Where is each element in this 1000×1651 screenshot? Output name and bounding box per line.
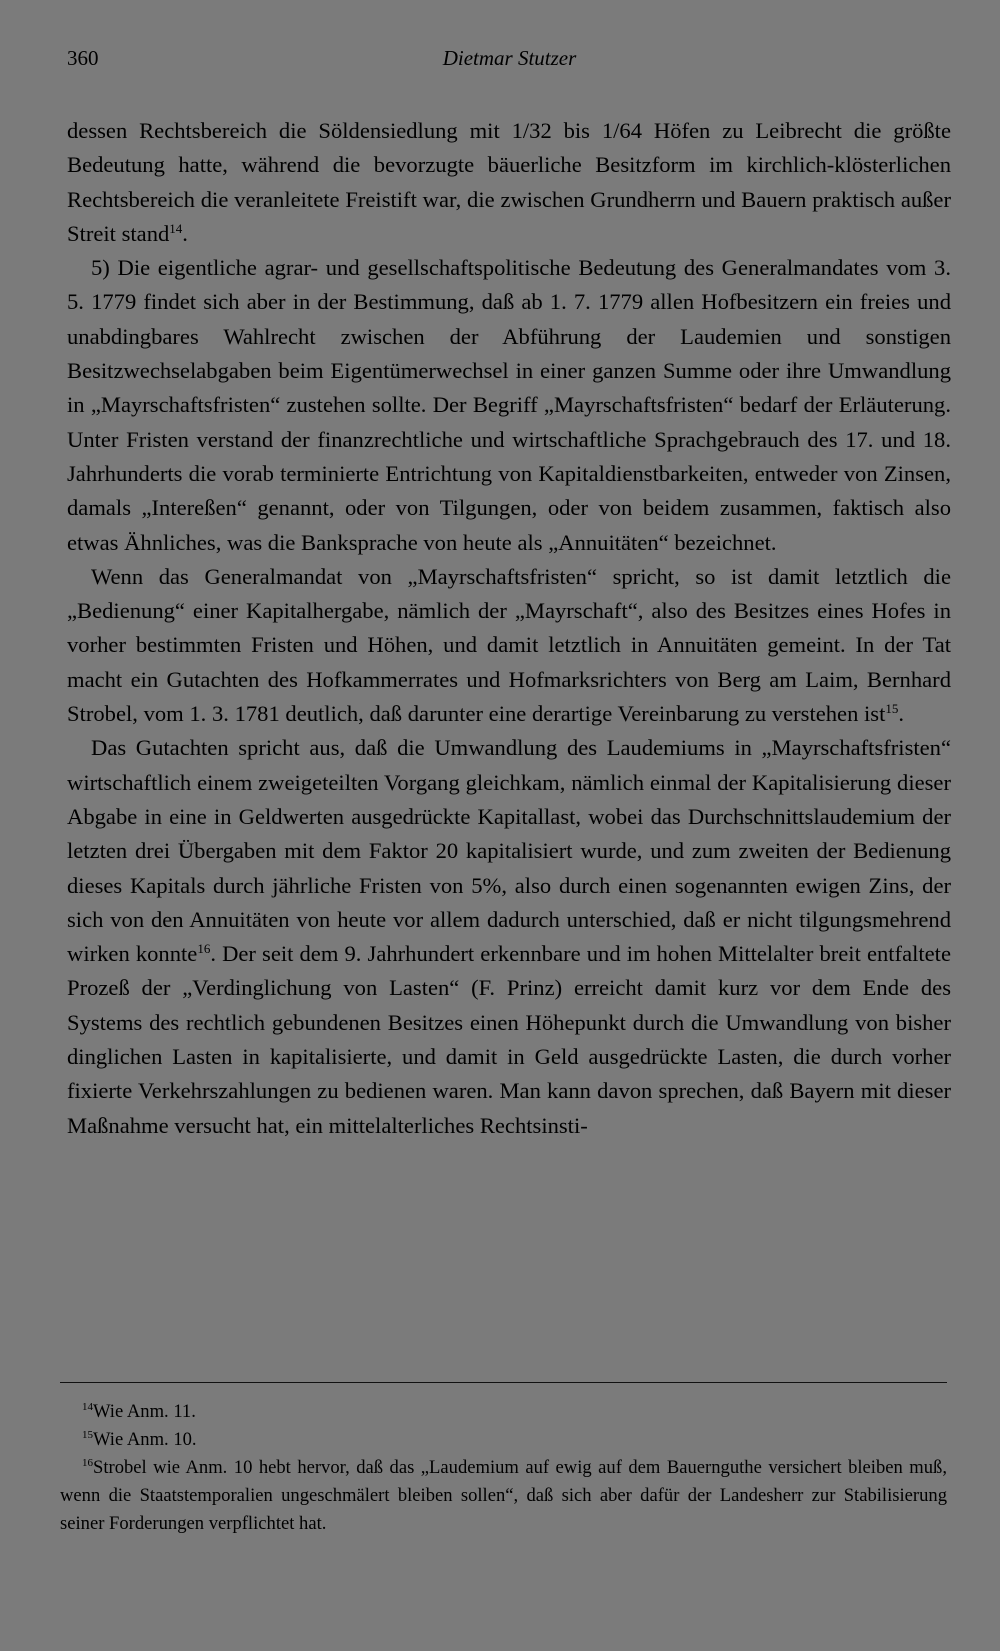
paragraph-1-text: dessen Rechtsbereich die Söldensiedlung mit 1/32 bis 1/64 Höfen zu Leibrecht die größte Bedeutung hatte, während die bevorzugte bäuerliche Besitzform im kirchlich-klösterlichen Rechtsbereich die veranleitete Freistift war, die zwischen Grundherrn und Bauern praktisch außer Streit stand bbox=[67, 118, 951, 246]
footnote-number: 16 bbox=[82, 1457, 93, 1469]
footnote-number: 14 bbox=[82, 1401, 93, 1413]
footnote-text: Wie Anm. 10. bbox=[93, 1429, 197, 1450]
body-text bbox=[67, 114, 951, 1143]
paragraph-3-text: Wenn das Generalmandat von „Mayrschaftsfristen“ spricht, so ist damit letztlich die „Bedienung“ einer Kapitalhergabe, nämlich der „Mayrschaft“, also des Besitzes eines Hofes in vorher bestimmten Fristen und Höhen, und damit letztlich in Annuitäten gemeint. In der Tat macht ein Gutachten des Hofkammerrates und Hofmarksrichters von Berg am Laim, Bernhard Strobel, vom 1. 3. 1781 deutlich, daß darunter eine derartige Vereinbarung zu verstehen ist bbox=[67, 563, 951, 727]
footnote-ref-16: 16 bbox=[197, 941, 211, 957]
paragraph-4-text-a: Das Gutachten spricht aus, daß die Umwandlung des Laudemiums in „Mayrschaftsfristen“ wirtschaftlich einem zweigeteilten Vorgang gleichkam, nämlich einmal der Kapitalisierung dieser Abgabe in eine in Geldwerten ausgedrückte Kapitallast, wobei das Durchschnittslaudemium der letzten drei Übergaben mit dem Faktor 20 kapitalisiert wurde, und zum zweiten der Bedienung dieses Kapitals durch jährliche Fristen von 5%, also durch einen sogenannten ewigen Zins, der sich von den Annuitäten von heute vor allem dadurch unterschied, daß er nicht tilgungsmehrend wirken konnte bbox=[67, 735, 951, 967]
paragraph-2: 5) Die eigentliche agrar- und gesellschaftspolitische Bedeutung des Generalmandates vom 3. 5. 1779 findet sich aber in der Bestimmung, daß ab 1. 7. 1779 allen Hofbesitzern ein freies und unabdingbares Wahlrecht zwischen der Abführung der Laudemien und sonstigen Besitzwechselabgaben beim Eigentümerwechsel in einer ganzen Summe oder ihre Umwandlung in „Mayrschaftsfristen“ zustehen sollte. Der Begriff „Mayrschaftsfristen“ bedarf der Erläuterung. Unter Fristen verstand der finanzrechtliche und wirtschaftliche Sprachgebrauch des 17. und 18. Jahrhunderts die vorab terminierte Entrichtung von Kapitaldienstbarkeiten, entweder von Zinsen, damals „Intereßen“ genannt, oder von Tilgungen, oder von beidem zusammen, faktisch also etwas Ähnliches, was die Banksprache von heute als „Annuitäten“ bezeichnet. bbox=[67, 255, 951, 555]
footnote-ref-15: 15 bbox=[885, 701, 899, 717]
footnote-text: Strobel wie Anm. 10 hebt hervor, daß das „Laudemium auf ewig auf dem Bauernguthe versichert bleiben muß, wenn die Staatstemporalien ungeschmälert bleiben sollen“, daß sich aber dafür der Landesherr zur Stabilisierung seiner Forderungen verpflichtet hat. bbox=[60, 1457, 947, 1534]
paragraph-3 bbox=[67, 560, 951, 731]
paragraph-1 bbox=[67, 114, 951, 251]
page-header bbox=[67, 46, 952, 80]
paragraph-1-end: . bbox=[182, 220, 188, 246]
footnote-15 bbox=[60, 1426, 947, 1454]
footnote-ref-14: 14 bbox=[169, 220, 183, 236]
page-number: 360 bbox=[67, 46, 99, 70]
paragraph-4-text-b: . Der seit dem 9. Jahrhundert erkennbare und im hohen Mittelalter breit entfaltete Prozeß der „Verdinglichung von Lasten“ (F. Prinz) erreicht damit kurz vor dem Ende des Systems des rechtlich gebundenen Besitzes einen Höhepunkt durch die Umwandlung von bisher dinglichen Lasten in kapitalisierte, und damit in Geld ausgedrückte Lasten, die durch vorher fixierte Verkehrszahlungen zu bedienen waren. Man kann davon sprechen, daß Bayern mit dieser Maßnahme versucht hat, ein mittelalterliches Rechtsinsti- bbox=[67, 941, 951, 1138]
footnote-number: 15 bbox=[82, 1429, 93, 1441]
paragraph-4 bbox=[67, 731, 951, 1143]
footnote-16 bbox=[60, 1454, 947, 1538]
footnotes bbox=[60, 1398, 947, 1538]
footnote-14 bbox=[60, 1398, 947, 1426]
running-head: Dietmar Stutzer bbox=[442, 46, 577, 70]
footnote-text: Wie Anm. 11. bbox=[93, 1401, 196, 1422]
footnote-separator bbox=[60, 1382, 947, 1383]
paragraph-3-end: . bbox=[898, 701, 905, 727]
